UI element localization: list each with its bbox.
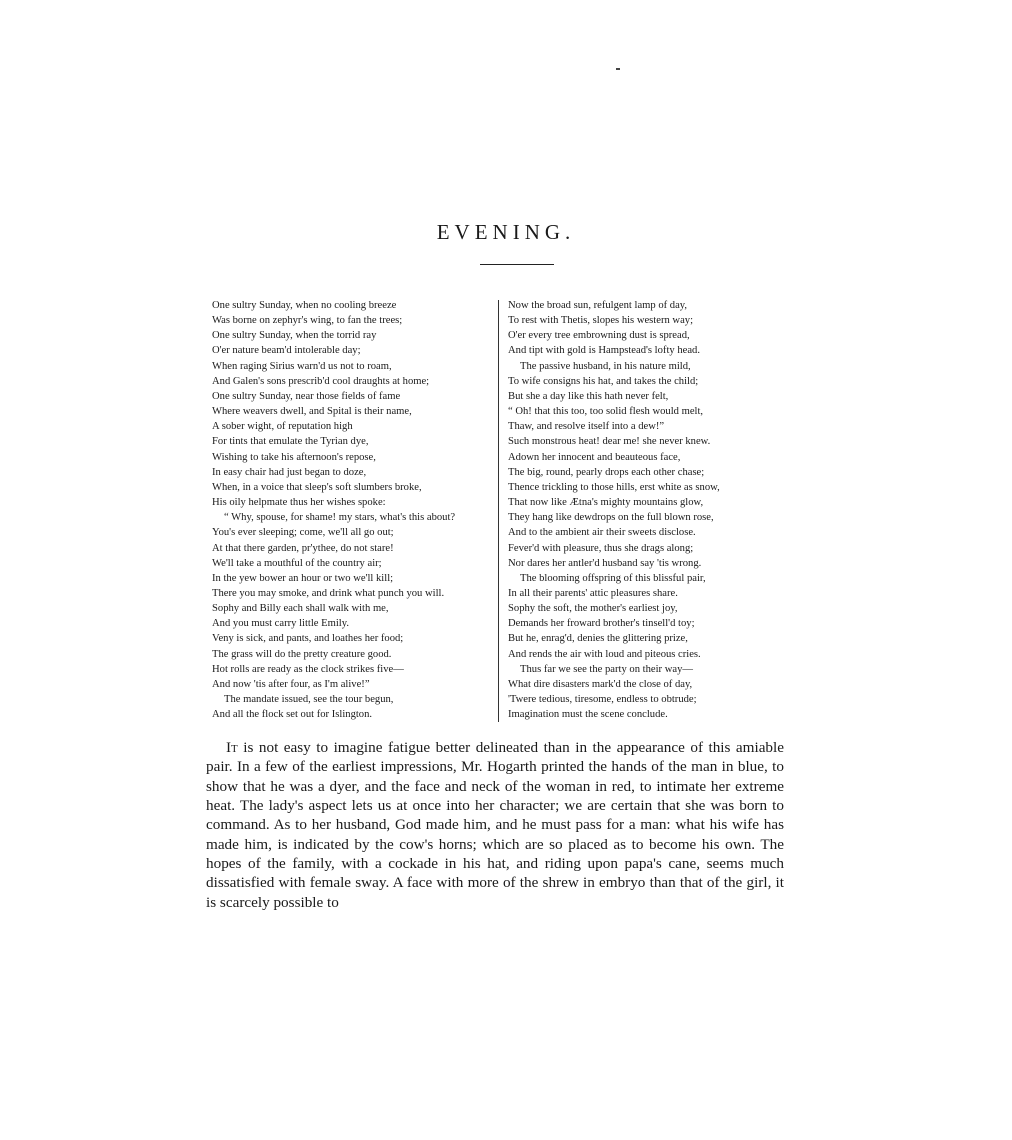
- commentary-text: [206, 738, 784, 912]
- poem-line: The passive husband, in his nature mild,: [520, 360, 691, 372]
- poem-line: The grass will do the pretty creature good.: [212, 648, 392, 660]
- poem-line: Adown her innocent and beauteous face,: [508, 451, 681, 463]
- poem-line: Veny is sick, and pants, and loathes her food;: [212, 633, 404, 645]
- poem-line: The blooming offspring of this blissful pair,: [520, 572, 706, 584]
- poem-line: To wife consigns his hat, and takes the child;: [508, 375, 699, 387]
- poem-left-column: [212, 298, 494, 722]
- poem-line: Thence trickling to those hills, erst white as snow,: [508, 481, 720, 493]
- poem-line: When, in a voice that sleep's soft slumbers broke,: [212, 481, 422, 493]
- commentary-paragraph: [206, 738, 784, 912]
- poem-line: Sophy the soft, the mother's earliest joy,: [508, 603, 678, 615]
- poem-line: Sophy and Billy each shall walk with me,: [212, 603, 389, 615]
- poem-line: O'er nature beam'd intolerable day;: [212, 345, 361, 357]
- poem-line: Where weavers dwell, and Spital is their name,: [212, 406, 412, 418]
- poem-line: A sober wight, of reputation high: [212, 421, 353, 433]
- poem-line: In easy chair had just began to doze,: [212, 466, 367, 478]
- poem-line: Nor dares her antler'd husband say 'tis wrong.: [508, 557, 702, 569]
- poem-line: When raging Sirius warn'd us not to roam,: [212, 360, 392, 372]
- poem-line: “ Oh! that this too, too solid flesh would melt,: [508, 406, 704, 418]
- poem-line: You's ever sleeping; come, we'll all go out;: [212, 527, 394, 539]
- poem-line: Such monstrous heat! dear me! she never knew.: [508, 436, 711, 448]
- poem-line: That now like Ætna's mighty mountains glow,: [508, 497, 704, 509]
- page-title: EVENING.: [436, 220, 576, 244]
- commentary-body: is not easy to imagine fatigue better delineated than in the appearance of this amiable pair. In a few of the earliest impressions, Mr. Hogarth printed the hands of the man in blue, to show that he was a dyer, and the face and neck of the woman in red, to intimate her extreme heat. The lady's aspect lets us at once into her character; we are certain that she was born to command. As to her husband, God made him, and he must pass for a man: what his wife has made him, is indicated by the cow's horns; which are so placed as to become his own. The hopes of the family, with a cockade in his hat, and riding upon papa's cane, seems much dissatisfied with female sway. A face with more of the shrew in embryo than that of the girl, it is scarcely possible to: [206, 739, 784, 911]
- drop-cap-word: It: [226, 739, 238, 756]
- poem-line: And rends the air with loud and piteous cries.: [508, 648, 701, 660]
- poem-line: In the yew bower an hour or two we'll kill;: [212, 572, 394, 584]
- poem-line: The mandate issued, see the tour begun,: [224, 694, 394, 706]
- poem-right-column: [508, 298, 770, 722]
- poem-line: In all their parents' attic pleasures share.: [508, 587, 678, 599]
- ink-speck: [616, 68, 620, 70]
- poem-line: And you must carry little Emily.: [212, 618, 350, 630]
- poem-line: But he, enrag'd, denies the glittering prize,: [508, 633, 688, 645]
- poem-line: And tipt with gold is Hampstead's lofty head.: [508, 345, 700, 357]
- poem-line: Demands her froward brother's tinsell'd toy;: [508, 618, 695, 630]
- poem-line: O'er every tree embrowning dust is spread,: [508, 330, 690, 342]
- poem-line: Was borne on zephyr's wing, to fan the trees;: [212, 315, 403, 327]
- poem-line: But she a day like this hath never felt,: [508, 390, 669, 402]
- poem-line: Wishing to take his afternoon's repose,: [212, 451, 376, 463]
- poem-line: At that there garden, pr'ythee, do not stare!: [212, 542, 394, 554]
- poem-line: Now the broad sun, refulgent lamp of day,: [508, 300, 688, 311]
- poem-line: Fever'd with pleasure, thus she drags along;: [508, 542, 694, 554]
- poem-line: The big, round, pearly drops each other chase;: [508, 466, 705, 478]
- poem-line: One sultry Sunday, when the torrid ray: [212, 330, 377, 342]
- poem-line: Thus far we see the party on their way—: [520, 663, 693, 675]
- poem-line: And Galen's sons prescrib'd cool draughts at home;: [212, 375, 430, 387]
- poem-line: They hang like dewdrops on the full blown rose,: [508, 512, 714, 524]
- poem-line: His oily helpmate thus her wishes spoke:: [212, 497, 386, 509]
- poem-line: One sultry Sunday, near those fields of fame: [212, 390, 401, 402]
- poem-line: There you may smoke, and drink what punch you will.: [212, 587, 445, 599]
- poem-line: For tints that emulate the Tyrian dye,: [212, 436, 369, 448]
- poem-line: We'll take a mouthful of the country air;: [212, 557, 382, 569]
- poem-line: 'Twere tedious, tiresome, endless to obtrude;: [508, 694, 697, 706]
- poem-line: Thaw, and resolve itself into a dew!”: [508, 421, 665, 433]
- poem-line: And to the ambient air their sweets disclose.: [508, 527, 696, 539]
- title-rule: [480, 264, 554, 265]
- poem-line: “ Why, spouse, for shame! my stars, what's this about?: [224, 512, 456, 524]
- poem-line: Hot rolls are ready as the clock strikes five—: [212, 663, 404, 675]
- poem-line: And all the flock set out for Islington.: [212, 709, 373, 721]
- poem-line: One sultry Sunday, when no cooling breeze: [212, 300, 397, 311]
- poem-line: Imagination must the scene conclude.: [508, 709, 668, 721]
- poem-line: To rest with Thetis, slopes his western way;: [508, 315, 694, 327]
- column-divider: [498, 300, 499, 722]
- poem-line: What dire disasters mark'd the close of day,: [508, 678, 693, 690]
- poem-line: And now 'tis after four, as I'm alive!”: [212, 678, 370, 690]
